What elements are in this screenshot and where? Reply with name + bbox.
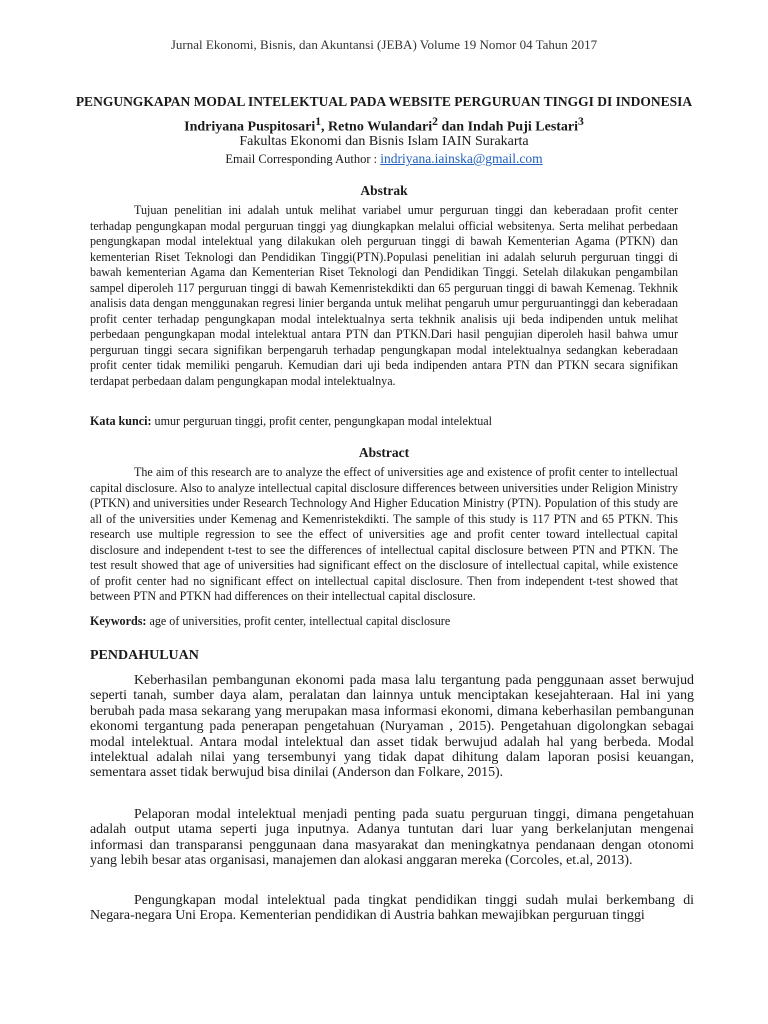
email-label: Email Corresponding Author : bbox=[225, 152, 381, 166]
keywords-label: Keywords: bbox=[90, 614, 147, 628]
running-head: Jurnal Ekonomi, Bisnis, dan Akuntansi (JEBA) Volume 19 Nomor 04 Tahun 2017 bbox=[170, 37, 598, 52]
pendahuluan-paragraph-3: Pengungkapan modal intelektual pada tingkat pendidikan tinggi sudah mulai berkembang di Negara-negara Uni Eropa. Kementerian pendidikan di Austria bahkan mewajibkan perguruan tinggi bbox=[90, 893, 694, 924]
author-3: dan Indah Puji Lestari bbox=[438, 119, 579, 135]
email-line bbox=[60, 151, 708, 167]
abstract-heading: Abstract bbox=[358, 445, 410, 460]
kata-kunci bbox=[90, 414, 678, 430]
abstrak-heading: Abstrak bbox=[360, 183, 408, 198]
paper-title: PENGUNGKAPAN MODAL INTELEKTUAL PADA WEBSITE PERGURUAN TINGGI DI INDONESIA bbox=[75, 94, 693, 109]
abstract-body: The aim of this research are to analyze the effect of universities age and existence of profit center to intellectual capital disclosure. Also to analyze intellectual capital disclosure differences between universities under Religion Ministry (PTKN) and universities under Research Technology And Higher Education Ministry (PTN). Population of this study are all of the universities under Kemenag and Kemenristekdikti. The sample of this study is 117 PTN and 65 PTKN. This research use multiple regression to see the effect of universities age and profit center toward intellectual capital disclosure and independent t-test to see the differences of intellectual capital disclosure between PTN and PTKN. The test result showed that age of universities had significant effect on the disclosure of intellectual capital, while existence of profit center had no significant effect on intellectual capital disclosure. Then from independent t-test showed that between PTN and PTKN had differences on their intellectual capital disclosure. bbox=[90, 465, 678, 603]
email-link[interactable]: indriyana.iainska@gmail.com bbox=[380, 151, 543, 166]
pendahuluan-paragraph-2: Pelaporan modal intelektual menjadi penting pada suatu perguruan tinggi, dimana pengetahuan adalah output utama seperti juga inputnya. Adanya tuntutan dari luar yang berkelanjutan mengenai informasi dan transparansi penggunaan dana masyarakat dan meningkatnya pendanaan dengan otonomi yang lebih besar atas organisasi, manajemen dan alokasi anggaran mereka (Corcoles, et.al, 2013). bbox=[90, 807, 694, 869]
author-list bbox=[60, 115, 708, 136]
author-1: Indriyana Puspitosari bbox=[184, 119, 316, 135]
author-2-affil: 2 bbox=[432, 115, 438, 128]
author-3-affil: 3 bbox=[578, 115, 584, 128]
keywords-text: age of universities, profit center, intellectual capital disclosure bbox=[146, 614, 451, 628]
keywords bbox=[90, 614, 678, 630]
affiliation: Fakultas Ekonomi dan Bisnis Islam IAIN Surakarta bbox=[239, 134, 529, 149]
author-1-affil: 1 bbox=[315, 115, 322, 128]
author-2: , Retno Wulandari bbox=[321, 119, 433, 135]
pendahuluan-paragraph-1: Keberhasilan pembangunan ekonomi pada masa lalu tergantung pada penggunaan asset berwujud seperti tanah, sumber daya alam, peralatan dan lainnya untuk menciptakan kesejahteraan. Hal ini yang berubah pada masa sekarang yang merupakan masa informasi ekonomi, dimana keberhasilan pembangunan ekonomi tergantung pada penerapan pengetahuan (Nuryaman , 2015). Pengetahuan digolongkan sebagai modal intelektual. Antara modal intelektual dan asset tidak berwujud adalah hal yang berbeda. Modal intelektual adalah nilai yang tersembunyi yang tidak dapat dihitung dalam laporan posisi keuangan, sementara asset tidak berwujud bisa dinilai (Anderson dan Folkare, 2015). bbox=[90, 673, 694, 781]
kata-kunci-text: umur perguruan tinggi, profit center, pengungkapan modal intelektual bbox=[151, 414, 493, 428]
pendahuluan-heading: PENDAHULUAN bbox=[90, 648, 199, 663]
abstrak-body: Tujuan penelitian ini adalah untuk melihat variabel umur perguruan tinggi dan keberadaan profit center terhadap pengungkapan modal perguruan tinggi yag diungkapkan melalui official websitenya. Serta melihat perbedaan pengungkapan modal intelektual yang dilakukan oleh perguruan tinggi di bawah Kementerian Agama (PTKN) dan kementerian Riset Teknologi dan Pendidikan Tinggi(PTN).Populasi penelitian ini adalah seluruh perguruan tinggi di bawah kementerian Agama dan Kementerian Riset Teknologi dan Pendidikan Tinggi. Setelah dilakukan pengambilan sampel diperoleh 117 perguruan tinggi di bawah Kemenristekdikti dan 65 perguruan tinggi di bawah Kemenag. Tekhnik analisis data dengan menggunakan regresi linier berganda untuk melihat pengaruh umur perguruantinggi dan keberadaan profit center terhadap pengungkapan modal intelektualnya serta tekhnik analisis uji beda indipenden untuk melihat perbedaan pengungkapan modal intelektual antara PTN dan PTKN.Dari hasil pengujian diperoleh hasil bahwa umur perguruan tinggi secara signifikan berpengaruh terhadap pengungkapan modal intelektualnya sedangkan keberadaan profit center tidak memiliki pengaruh. Kemudian dari uji beda indipenden antara PTN dan PTKN secara signifikan terdapat perbedaan dalam pengungkapan modal intelektualnya. bbox=[90, 203, 678, 388]
kata-kunci-label: Kata kunci: bbox=[90, 414, 152, 428]
